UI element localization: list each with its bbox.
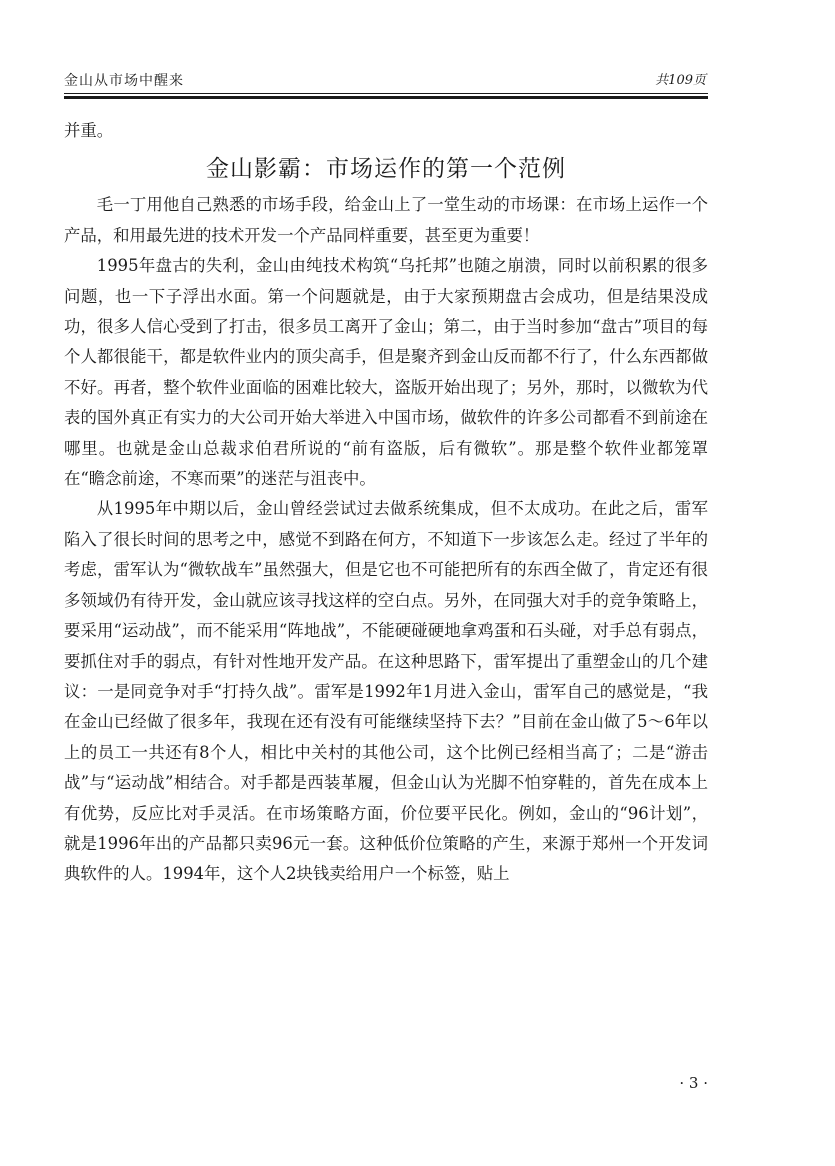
paragraph: 1995年盘古的失利，金山由纯技术构筑“乌托邦”也随之崩溃，同时以前积累的很多问题，也一下子浮出水面。第一个问题就是，由于大家预期盘古会成功，但是结果没成功，很多人信心受到了打击，很多员工离开了金山；第二，由于当时参加“盘古”项目的每个人都很能干，都是软件业内的顶尖高手，但是聚齐到金山反而都不行了，什么东西都做不好。再者，整个软件业面临的困难比较大，盗版开始出现了；另外，那时，以微软为代表的国外真正有实力的大公司开始大举进入中国市场，做软件的许多公司都看不到前途在哪里。也就是金山总裁求伯君所说的“前有盗版，后有微软”。那是整个软件业都笼罩在“瞻念前途，不寒而栗”的迷茫与沮丧中。 (64, 256, 708, 489)
section-title: 金山影霸：市场运作的第一个范例 (206, 156, 566, 183)
page-number: · 3 · (679, 1074, 708, 1092)
paragraph: 从1995年中期以后，金山曾经尝试过去做系统集成，但不太成功。在此之后，雷军陷入了很长时间的思考之中，感觉不到路在何方，不知道下一步该怎么走。经过了半年的考虑，雷军认为“微软战车”虽然强大，但是它也不可能把所有的东西全做了，肯定还有很多领域仍有待开发，金山就应该寻找这样的空白点。另外，在同强大对手的竞争策略上，要采用“运动战”，而不能采用“阵地战”，不能硬碰硬地拿鸡蛋和石头碰，对手总有弱点，要抓住对手的弱点，有针对性地开发产品。在这种思路下，雷军提出了重塑金山的几个建议：一是同竞争对手“打持久战”。雷军是1992年1月进入金山，雷军自己的感觉是，“我在金山已经做了很多年，我现在还有没有可能继续坚持下去？”目前在金山做了5～6年以上的员工一共还有8个人，相比中关村的其他公司，这个比例已经相当高了；二是“游击战”与“运动战”相结合。对手都是西装革履，但金山认为光脚不怕穿鞋的，首先在成本上有优势，反应比对手灵活。在市场策略方面，价位要平民化。例如，金山的“96计划”，就是1996年出的产品都只卖96元一套。这种低价位策略的产生，来源于郑州一个开发词典软件的人。1994年，这个人2块钱卖给用户一个标签，贴上 (64, 499, 708, 884)
running-header (64, 72, 708, 90)
paragraph: 毛一丁用他自己熟悉的市场手段，给金山上了一堂生动的市场课：在市场上运作一个产品，和用最先进的技术开发一个产品同样重要，甚至更为重要！ (64, 195, 708, 245)
header-rule-thin (64, 93, 708, 94)
header-rule-thick (64, 96, 708, 99)
total-page-count: 共109页 (655, 73, 706, 88)
book-title: 金山从市场中醒来 (64, 73, 184, 89)
page-body (64, 116, 708, 890)
continued-text: 并重。 (64, 121, 114, 140)
